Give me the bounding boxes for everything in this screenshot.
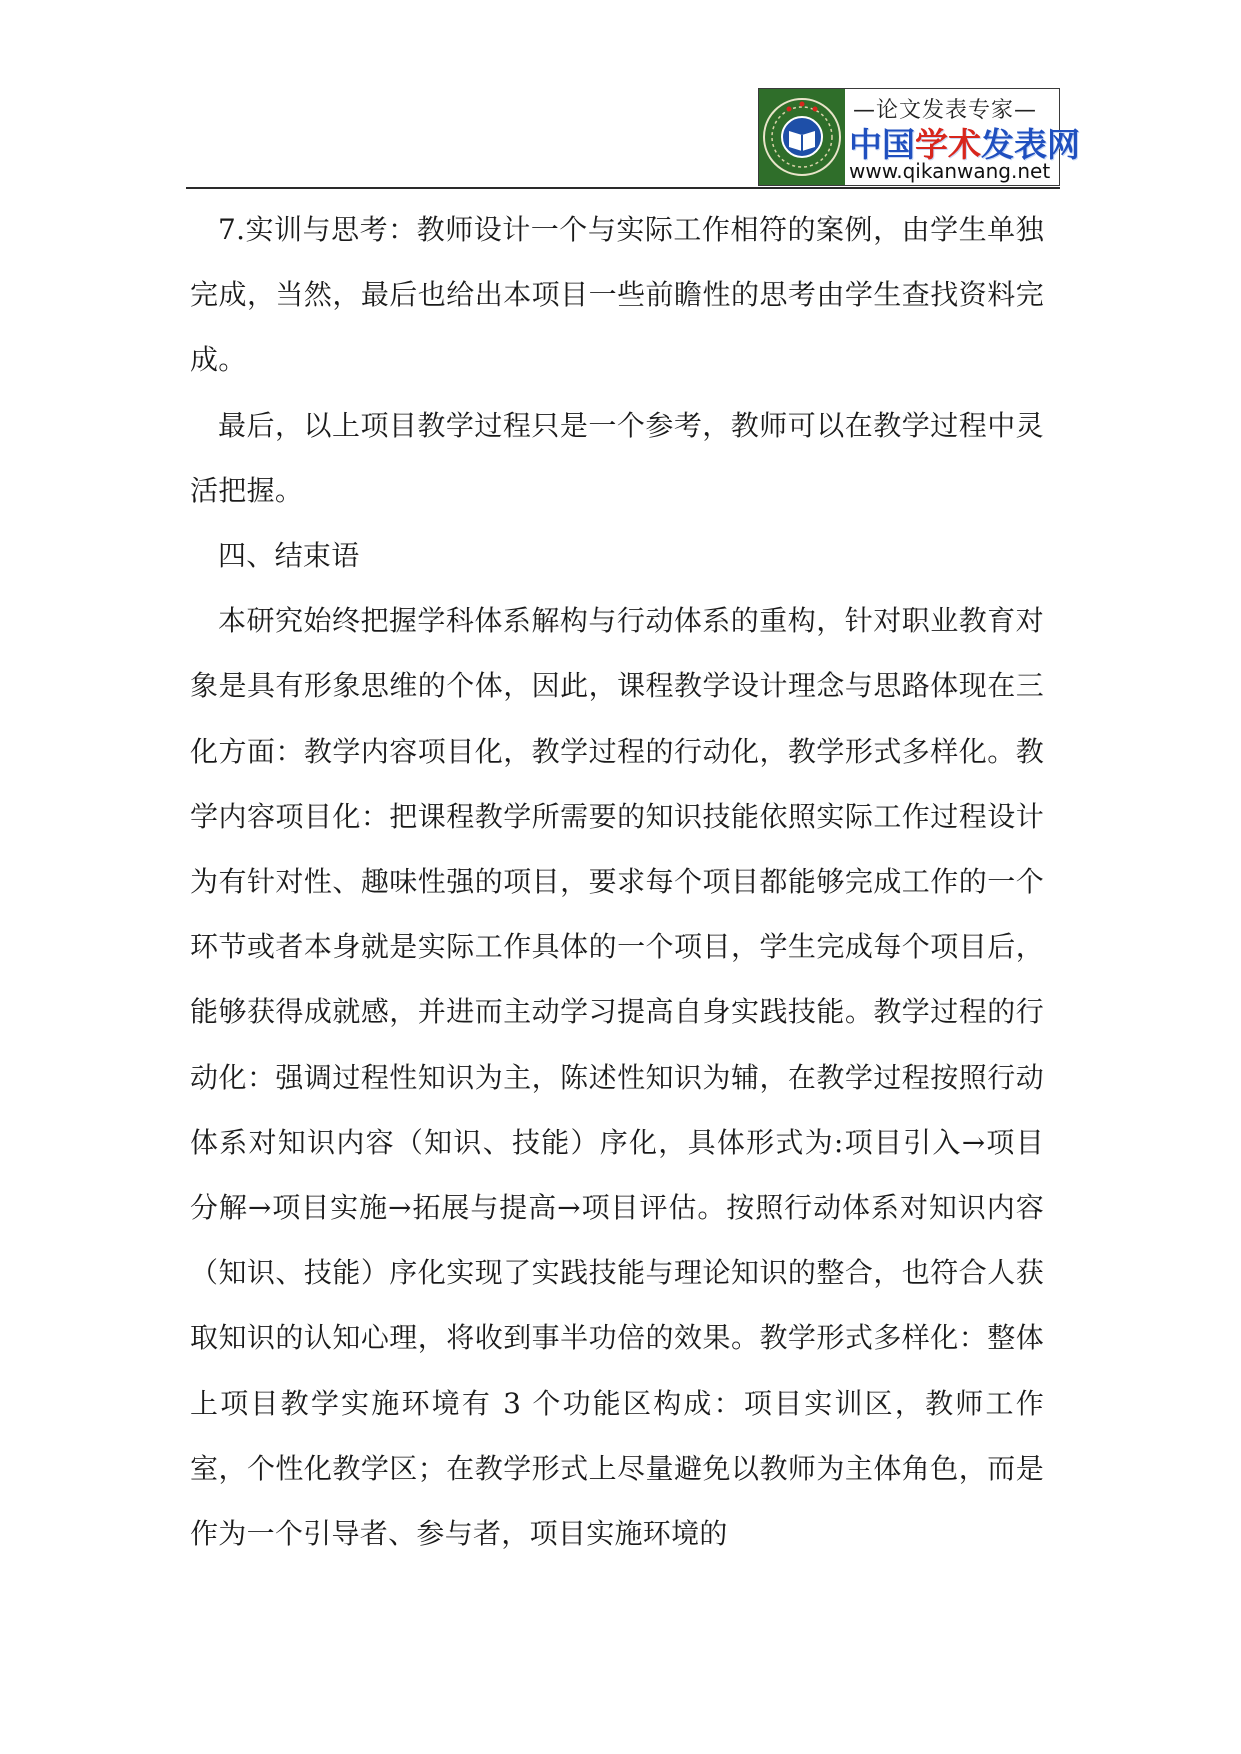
seal-emblem-graphic bbox=[759, 89, 845, 185]
logo-tagline: —论文发表专家— bbox=[853, 98, 1038, 123]
logo-url: www.qikanwang.net bbox=[849, 159, 1051, 183]
seal-emblem-icon bbox=[759, 89, 845, 185]
header-divider bbox=[186, 187, 1060, 189]
document-body bbox=[190, 197, 1044, 1566]
logo-text-block bbox=[845, 89, 1080, 185]
section-heading-conclusion: 四、结束语 bbox=[218, 539, 360, 573]
paragraph-finally: 最后，以上项目教学过程只是一个参考，教师可以在教学过程中灵活把握。 bbox=[190, 408, 1044, 507]
paragraph-training: 7.实训与思考：教师设计一个与实际工作相符的案例，由学生单独完成，当然，最后也给出本项目一些前瞻性的思考由学生查找资料完成。 bbox=[190, 213, 1044, 377]
logo-name-part1: 中国 bbox=[849, 125, 915, 164]
logo-name-part3: 发表网 bbox=[981, 125, 1080, 164]
paragraph-conclusion-body: 本研究始终把握学科体系解构与行动体系的重构，针对职业教育对象是具有形象思维的个体，因此，课程教学设计理念与思路体现在三化方面：教学内容项目化，教学过程的行动化，教学形式多样化。教学内容项目化：把课程教学所需要的知识技能依照实际工作过程设计为有针对性、趣味性强的项目，要求每个项目都能够完成工作的一个环节或者本身就是实际工作具体的一个项目，学生完成每个项目后，能够获得成就感，并进而主动学习提高自身实践技能。教学过程的行动化：强调过程性知识为主，陈述性知识为辅，在教学过程按照行动体系对知识内容（知识、技能）序化，具体形式为:项目引入→项目分解→项目实施→拓展与提高→项目评估。按照行动体系对知识内容（知识、技能）序化实现了实践技能与理论知识的整合，也符合人获取知识的认知心理，将收到事半功倍的效果。教学形式多样化：整体上项目教学实施环境有 3 个功能区构成：项目实训区，教师工作室，个性化教学区；在教学形式上尽量避免以教师为主体角色，而是作为一个引导者、参与者，项目实施环境的 bbox=[190, 604, 1044, 1551]
logo-name-part2: 学术 bbox=[915, 125, 981, 164]
site-logo bbox=[758, 88, 1080, 186]
